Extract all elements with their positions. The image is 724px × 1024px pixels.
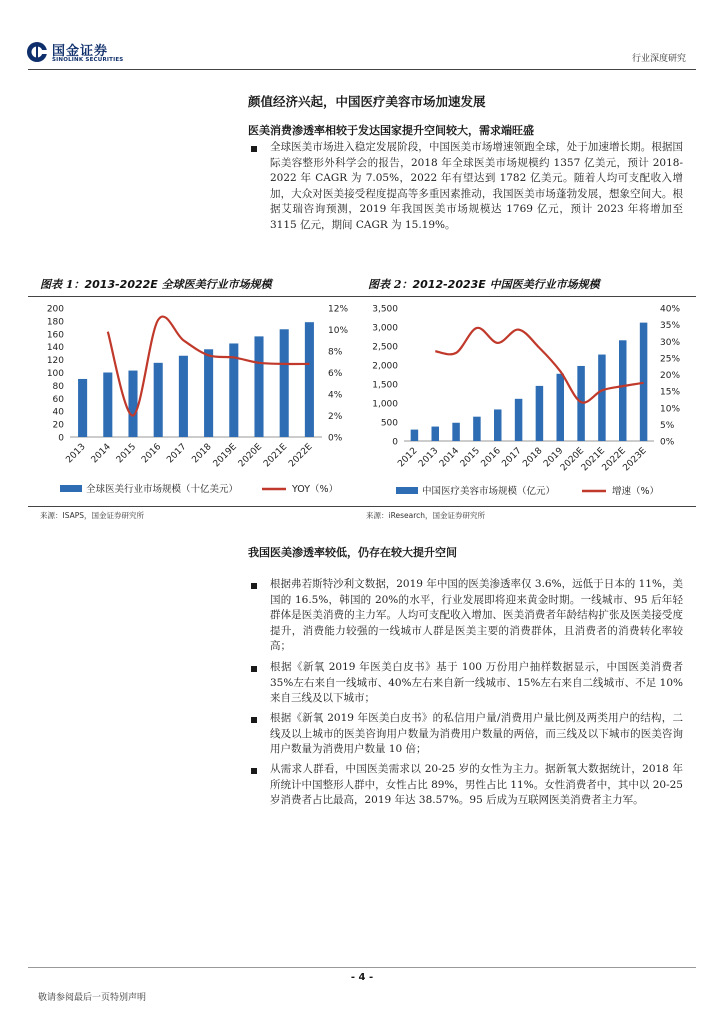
y2-tick-label: 25% xyxy=(660,354,681,365)
y2-tick-label: 0% xyxy=(328,433,343,444)
footer-disclaimer: 敬请参阅最后一页特别声明 xyxy=(38,993,147,1003)
x-tick-label: 2014 xyxy=(89,442,113,466)
bar xyxy=(452,423,460,441)
y2-tick-label: 20% xyxy=(660,371,681,381)
section2-heading: 我国医美渗透率较低，仍存在较大提升空间 xyxy=(248,546,457,559)
x-tick-label: 2012 xyxy=(396,446,420,470)
y2-tick-label: 10% xyxy=(328,326,349,336)
x-tick-label: 2016 xyxy=(479,446,503,470)
figure2-title xyxy=(368,276,600,292)
legend-bar-label: 中国医疗美容市场规模（亿元） xyxy=(422,486,556,497)
bar xyxy=(179,356,188,437)
page-number: - 4 - xyxy=(350,972,374,983)
y-tick-label: 100 xyxy=(46,369,64,379)
y2-tick-label: 5% xyxy=(660,420,675,431)
x-tick-label: 2022E xyxy=(600,446,628,474)
section1-paragraph: 全球医美市场进入稳定发展阶段，中国医美市场增速领跑全球，处于加速增长期。根据国际美容整形外科学会的报告，2018 年全球医美市场规模约 1357 亿美元，预计 2018-2022 年 CAGR 为 7.05%，2022 年有望达到 1782 亿美元。随着人均可支配收入增加，大众对医美接受程度提高等多重因素推动，我国医美市场蓬勃发展，想象空间大。根据艾瑞咨询预测，2019 年我国医美市场规模达 1769 亿元，预计 2023 年将增加至 3115 亿元，期间 CAGR 为 15.19%。 xyxy=(270,141,683,231)
page-title: 颜值经济兴起，中国医疗美容市场加速发展 xyxy=(248,94,486,109)
y2-tick-label: 4% xyxy=(328,390,343,401)
legend-line-label: 增速（%） xyxy=(612,486,660,497)
bar xyxy=(128,371,137,437)
doc-type-label: 行业深度研究 xyxy=(631,54,686,64)
global-market-chart xyxy=(30,300,356,502)
logo-cn-text: 国金证券 xyxy=(52,44,109,59)
x-tick-label: 2015 xyxy=(458,446,483,470)
y-tick-label: 40 xyxy=(52,407,64,418)
bar xyxy=(204,349,213,437)
logo-mark-icon xyxy=(26,41,48,63)
y-tick-label: 1,500 xyxy=(372,380,398,391)
y2-tick-label: 2% xyxy=(328,412,343,422)
y-tick-label: 120 xyxy=(46,356,64,367)
x-tick-label: 2013 xyxy=(64,442,88,466)
figure1-title-text: 2013-2022E 全球医美行业市场规模 xyxy=(84,278,272,291)
x-tick-label: 2018 xyxy=(521,446,545,470)
bar xyxy=(619,340,627,441)
bar xyxy=(557,374,565,441)
x-tick-label: 2019 xyxy=(542,446,566,470)
y2-tick-label: 0% xyxy=(660,437,675,448)
x-tick-label: 2019E xyxy=(211,442,239,470)
x-tick-label: 2022E xyxy=(287,442,315,470)
section2-bullet-3: 根据《新氧 2019 年医美白皮书》的私信用户量/消费用户量比例及两类用户的结构，二线及以上城市的医美咨询用户数量为消费用户数量的两倍，而三线及以下城市的医美咨询用户数量为消费用户数量 10 倍； xyxy=(270,712,683,756)
legend-line-label: YOY（%） xyxy=(292,484,339,495)
x-tick-label: 2020E xyxy=(558,446,587,474)
legend-bar-swatch xyxy=(396,487,418,494)
y2-tick-label: 35% xyxy=(660,321,681,332)
bar xyxy=(411,430,419,441)
bar xyxy=(305,322,314,437)
bar xyxy=(103,373,112,438)
bar xyxy=(536,386,544,441)
x-tick-label: 2018 xyxy=(190,442,214,466)
y2-tick-label: 6% xyxy=(328,369,343,379)
bullet-icon xyxy=(251,583,257,589)
figure-top-divider xyxy=(28,296,696,297)
x-tick-label: 2014 xyxy=(437,446,462,470)
y-tick-label: 0 xyxy=(392,437,398,448)
y-tick-label: 2,000 xyxy=(372,361,398,372)
header-divider xyxy=(28,69,696,70)
bar xyxy=(432,427,440,441)
legend-bar-swatch xyxy=(60,485,82,492)
legend-bar-label: 全球医美行业市场规模（十亿美元） xyxy=(86,484,239,495)
y-tick-label: 3,500 xyxy=(372,304,398,315)
logo-en-text: SINOLINK SECURITIES xyxy=(52,57,124,63)
y-tick-label: 0 xyxy=(58,433,64,444)
y2-tick-label: 15% xyxy=(660,387,681,398)
bar xyxy=(473,417,481,441)
y-tick-label: 3,000 xyxy=(372,323,398,334)
x-tick-label: 2023E xyxy=(621,446,649,474)
y2-tick-label: 40% xyxy=(660,304,681,315)
figure2-title-text: 2012-2023E 中国医美行业市场规模 xyxy=(412,278,600,291)
bullet-icon xyxy=(251,768,257,774)
bar xyxy=(598,355,606,441)
bullet-icon xyxy=(251,717,257,723)
y2-tick-label: 30% xyxy=(660,337,681,348)
bullet-icon xyxy=(251,666,257,672)
section1-heading: 医美消费渗透率相较于发达国家提升空间较大，需求端旺盛 xyxy=(248,124,534,137)
section2-bullet-2: 根据《新氧 2019 年医美白皮书》基于 100 万份用户抽样数据显示，中国医美消费者 35%左右来自一线城市、40%左右来自新一线城市、15%左右来自二线城市、不足 10%来自三线及以下城市； xyxy=(270,661,683,705)
x-tick-label: 2016 xyxy=(140,442,164,466)
x-tick-label: 2013 xyxy=(417,446,441,470)
y2-tick-label: 10% xyxy=(660,404,681,415)
bar xyxy=(78,379,87,437)
bar xyxy=(640,323,648,441)
section2-bullet-4: 从需求人群看，中国医美需求以 20-25 岁的女性为主力。据新氧大数据统计，2018 年所统计中国整形人群中，女性占比 89%，男性占比 11%。女性消费者中，其中以 20-25 岁消费者占比最高，2019 年达 38.57%。95 后成为互联网医美消费者主力军。 xyxy=(270,763,683,807)
bar xyxy=(494,409,502,441)
bar xyxy=(254,336,263,437)
y-tick-label: 180 xyxy=(46,317,64,328)
section2-bullet-1: 根据弗若斯特沙利文数据，2019 年中国的医美渗透率仅 3.6%，远低于日本的 11%，美国的 16.5%，韩国的 20%的水平，行业发展即将迎来黄金时期。一线城市、95 后年轻群体是医美消费的主力军。人均可支配收入增加、医美消费者年龄结构扩张及医美接受度提升，消费能力较强的一线城市人群是医美主要的消费群体，且消费者的消费转化率较高； xyxy=(270,578,683,653)
x-tick-label: 2020E xyxy=(236,442,265,470)
bar xyxy=(280,329,289,437)
x-tick-label: 2021E xyxy=(262,442,290,470)
y-tick-label: 140 xyxy=(46,343,64,354)
x-tick-label: 2015 xyxy=(114,442,139,466)
bullet-icon xyxy=(251,146,257,152)
y2-tick-label: 12% xyxy=(328,304,349,315)
y-tick-label: 60 xyxy=(52,394,64,405)
x-tick-label: 2017 xyxy=(500,446,524,470)
y2-tick-label: 8% xyxy=(328,347,343,358)
figure-bottom-divider xyxy=(28,506,696,507)
x-tick-label: 2017 xyxy=(165,442,189,466)
figure1-prefix: 图表 1： xyxy=(40,278,85,291)
x-tick-label: 2021E xyxy=(579,446,608,474)
figure1-source: 来源：ISAPS，国金证券研究所 xyxy=(40,511,145,520)
bar xyxy=(154,363,163,437)
figure2-source: 来源：iResearch，国金证券研究所 xyxy=(366,511,485,520)
y-tick-label: 500 xyxy=(380,418,398,429)
company-logo xyxy=(26,40,134,68)
y-tick-label: 200 xyxy=(46,304,64,315)
y-tick-label: 160 xyxy=(46,330,64,341)
bar xyxy=(515,399,523,441)
y-tick-label: 80 xyxy=(52,381,64,392)
y-tick-label: 20 xyxy=(52,420,64,431)
y-tick-label: 2,500 xyxy=(372,342,398,353)
figure2-prefix: 图表 2： xyxy=(368,278,413,291)
china-market-chart xyxy=(364,300,694,502)
figure1-title xyxy=(40,276,272,292)
y-tick-label: 1,000 xyxy=(372,399,398,410)
footer-divider xyxy=(28,967,696,968)
